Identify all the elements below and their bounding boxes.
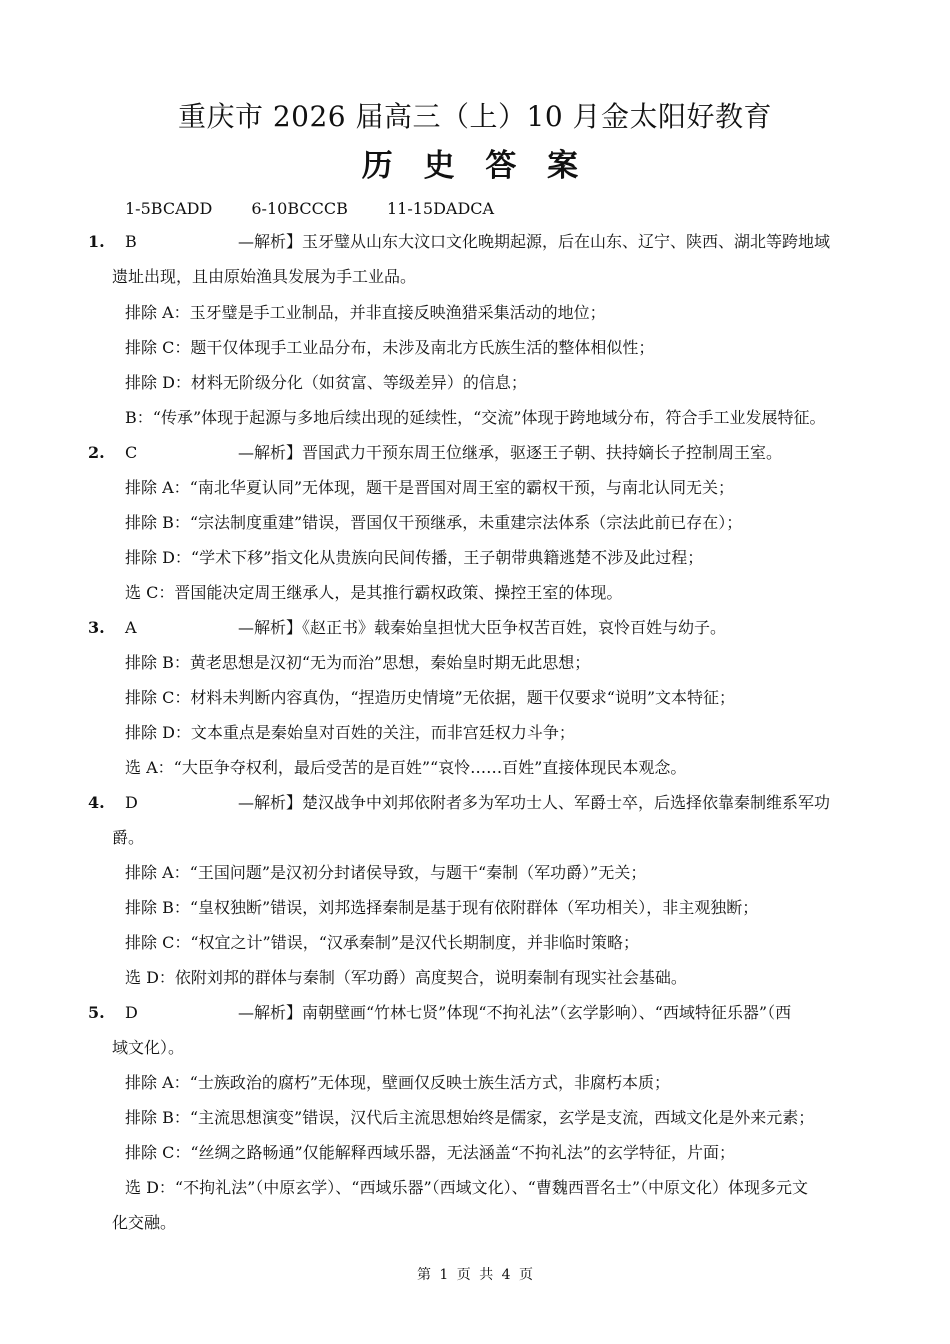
question-number: 5.	[88, 1003, 105, 1022]
answer-key-group: 11-15DADCA	[386, 199, 495, 218]
question-number: 3.	[88, 618, 105, 637]
page-footer: 第 1 页 共 4 页	[416, 1267, 534, 1283]
question-number: 4.	[88, 793, 105, 812]
explanation-line: 选 C：晋国能决定周王继承人，是其推行霸权政策、操控王室的体现。	[125, 583, 623, 602]
explanation-line: 选 D：依附刘邦的群体与秦制（军功爵）高度契合，说明秦制有现实社会基础。	[125, 968, 687, 987]
answer-key-group: 6-10BCCCB	[251, 199, 348, 218]
explanation-line: 排除 C：材料未判断内容真伪，“捏造历史情境”无依据，题干仅要求“说明”文本特征；	[125, 688, 736, 707]
explanation-line: 排除 B：黄老思想是汉初“无为而治”思想，秦始皇时期无此思想；	[125, 653, 591, 672]
explanation-text: —解析】楚汉战争中刘邦依附者多为军功士人、军爵士卒，后选择依靠秦制维系军功	[238, 793, 831, 812]
explanation-line: 排除 C：“丝绸之路畅通”仅能解释西域乐器，无法涵盖“不拘礼法”的玄学特征，片面；	[125, 1143, 736, 1162]
question-number: 1.	[88, 232, 105, 251]
question-answer: C	[125, 443, 138, 462]
explanation-line: 选 A：“大臣争夺权利，最后受苦的是百姓”“哀怜……百姓”直接体现民本观念。	[125, 758, 687, 777]
question-answer: D	[125, 793, 138, 812]
explanation-line: 排除 A：“士族政治的腐朽”无体现，壁画仅反映士族生活方式，非腐朽本质；	[125, 1073, 671, 1092]
explanation-text: —解析】《赵正书》载秦始皇担忧大臣争权苦百姓，哀怜百姓与幼子。	[238, 618, 727, 637]
answer-key-group: 1-5BCADD	[125, 199, 213, 218]
explanation-text: —解析】晋国武力干预东周王位继承，驱逐王子朝、扶持嫡长子控制周王室。	[238, 443, 783, 462]
explanation-text: —解析】玉牙璧从山东大汶口文化晚期起源，后在山东、辽宁、陕西、湖北等跨地域	[238, 232, 831, 251]
explanation-text: —解析】南朝壁画“竹林七贤”体现“不拘礼法”（玄学影响）、“西域特征乐器”（西	[238, 1003, 792, 1022]
explanation-line: 排除 D：“学术下移”指文化从贵族向民间传播，王子朝带典籍逃楚不涉及此过程；	[125, 548, 704, 567]
explanation-line: 排除 A：玉牙璧是手工业制品，并非直接反映渔猎采集活动的地位；	[125, 303, 606, 322]
answer-key-row	[125, 197, 528, 221]
document-title: 重庆市 2026 届高三（上）10 月金太阳好教育	[177, 100, 773, 133]
explanation-line: 排除 A：“王国问题”是汉初分封诸侯导致，与题干“秦制（军功爵）”无关；	[125, 863, 647, 882]
explanation-continued: 遗址出现，且由原始渔具发展为手工业品。	[112, 267, 417, 286]
question-answer: B	[125, 232, 137, 251]
explanation-line: 排除 A：“南北华夏认同”无体现，题干是晋国对周王室的霸权干预，与南北认同无关；	[125, 478, 735, 497]
explanation-line: B：“传承”体现于起源与多地后续出现的延续性，“交流”体现于跨地域分布，符合手工业发展特征。	[125, 408, 826, 427]
question-number: 2.	[88, 443, 105, 462]
document-subtitle: 历 史 答 案	[361, 148, 589, 184]
question-answer: A	[125, 618, 137, 637]
explanation-line: 排除 B：“宗法制度重建”错误，晋国仅干预继承，未重建宗法体系（宗法此前已存在）；	[125, 513, 743, 532]
explanation-line: 排除 D：文本重点是秦始皇对百姓的关注，而非宫廷权力斗争；	[125, 723, 575, 742]
explanation-line: 排除 D：材料无阶级分化（如贫富、等级差异）的信息；	[125, 373, 527, 392]
explanation-line: 排除 C：题干仅体现手工业品分布，未涉及南北方氏族生活的整体相似性；	[125, 338, 655, 357]
explanation-line: 排除 B：“主流思想演变”错误，汉代后主流思想始终是儒家，玄学是支流，西域文化是外来元素；	[125, 1108, 815, 1127]
explanation-continued: 爵。	[112, 828, 145, 847]
explanation-line: 排除 B：“皇权独断”错误，刘邦选择秦制是基于现有依附群体（军功相关），非主观独断；	[125, 898, 759, 917]
explanation-line: 排除 C：“权宜之计”错误，“汉承秦制”是汉代长期制度，并非临时策略；	[125, 933, 640, 952]
question-answer: D	[125, 1003, 138, 1022]
explanation-continued: 域文化）。	[112, 1038, 185, 1057]
explanation-line: 选 D：“不拘礼法”（中原玄学）、“西域乐器”（西域文化）、“曹魏西晋名士”（中原文化）体现多元文	[125, 1178, 808, 1197]
explanation-continued: 化交融。	[112, 1213, 177, 1232]
